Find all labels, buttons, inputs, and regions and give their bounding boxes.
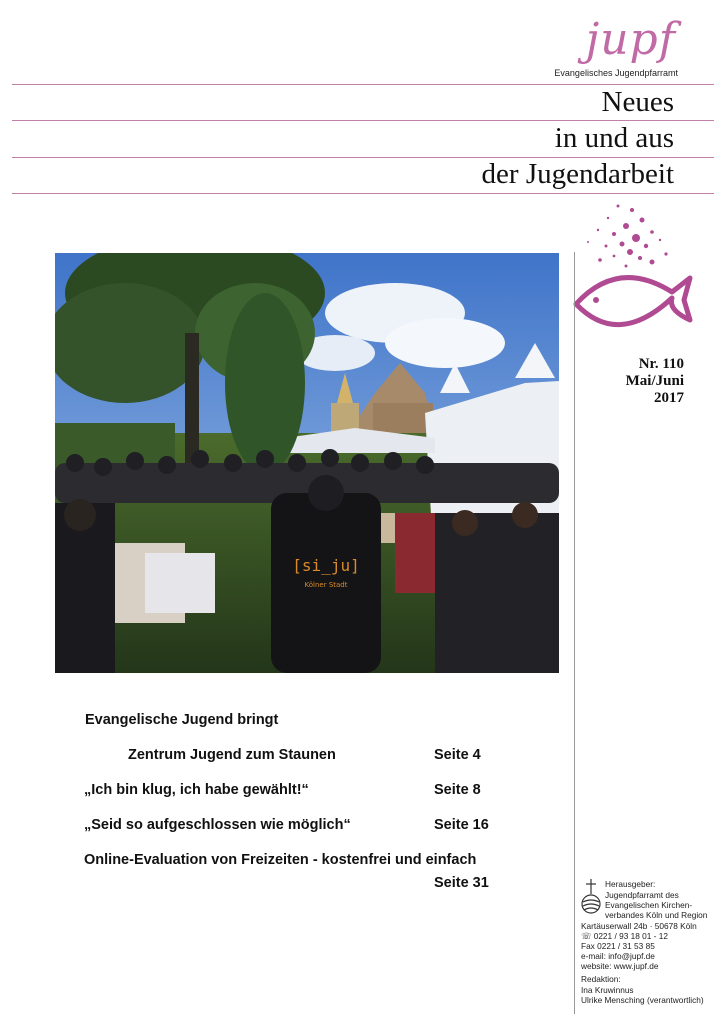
toc-item1-line2: Zentrum Jugend zum Staunen (128, 747, 336, 763)
imprint-address: Kartäuserwall 24b · 50678 Köln (581, 921, 697, 931)
column-divider (574, 252, 575, 1014)
toc-item1-line1: Evangelische Jugend bringt (85, 712, 279, 728)
phone-icon: ☏ (581, 931, 592, 941)
logo-subtitle: Evangelisches Jugendpfarramt (554, 68, 678, 78)
imprint-org-2: Evangelischen Kirchen- (605, 900, 693, 910)
rule-1 (12, 84, 714, 85)
toc-item2-page: Seite 8 (434, 782, 481, 798)
imprint-editor-2: Ulrike Mensching (verantwortlich) (581, 995, 704, 1005)
toc-item2-title: „Ich bin klug, ich habe gewählt!“ (84, 782, 309, 798)
imprint-email[interactable]: e-mail: info@jupf.de (581, 951, 655, 961)
logo-wordmark: jupf (585, 14, 676, 65)
church-emblem-icon (580, 878, 602, 916)
imprint-phone: 0221 / 93 18 01 - 12 (593, 931, 668, 941)
imprint-phone-row (581, 932, 668, 940)
toc-item3-title: „Seid so aufgeschlossen wie möglich“ (84, 817, 351, 833)
toc-item1-page: Seite 4 (434, 747, 481, 763)
rule-2 (12, 120, 714, 121)
issue-months: Mai/Juni (625, 373, 684, 389)
issue-number: Nr. 110 (638, 356, 684, 372)
toc-item4-title: Online-Evaluation von Freizeiten - kostenfrei und einfach (84, 852, 477, 868)
imprint-fax: Fax 0221 / 31 53 85 (581, 941, 655, 951)
toc-item4-page: Seite 31 (434, 875, 489, 891)
title-line-2: in und aus (554, 122, 674, 154)
imprint-editorial-label: Redaktion: (581, 974, 621, 984)
imprint-org-3: verbandes Köln und Region (605, 910, 708, 920)
toc-item3-page: Seite 16 (434, 817, 489, 833)
shirt-print-sub: Kölner Stadt (304, 581, 348, 589)
cover-photo (55, 253, 559, 673)
imprint-org-1: Jugendpfarramt des (605, 890, 679, 900)
title-line-3: der Jugendarbeit (481, 158, 674, 190)
issue-year: 2017 (654, 390, 684, 406)
imprint-label: Herausgeber: (605, 879, 656, 889)
rule-4 (12, 193, 714, 194)
shirt-print: [si_ju] (292, 556, 360, 575)
imprint-website[interactable]: website: www.jupf.de (581, 961, 659, 971)
title-line-1: Neues (601, 86, 674, 118)
imprint-editor-1: Ina Kruwinnus (581, 985, 634, 995)
